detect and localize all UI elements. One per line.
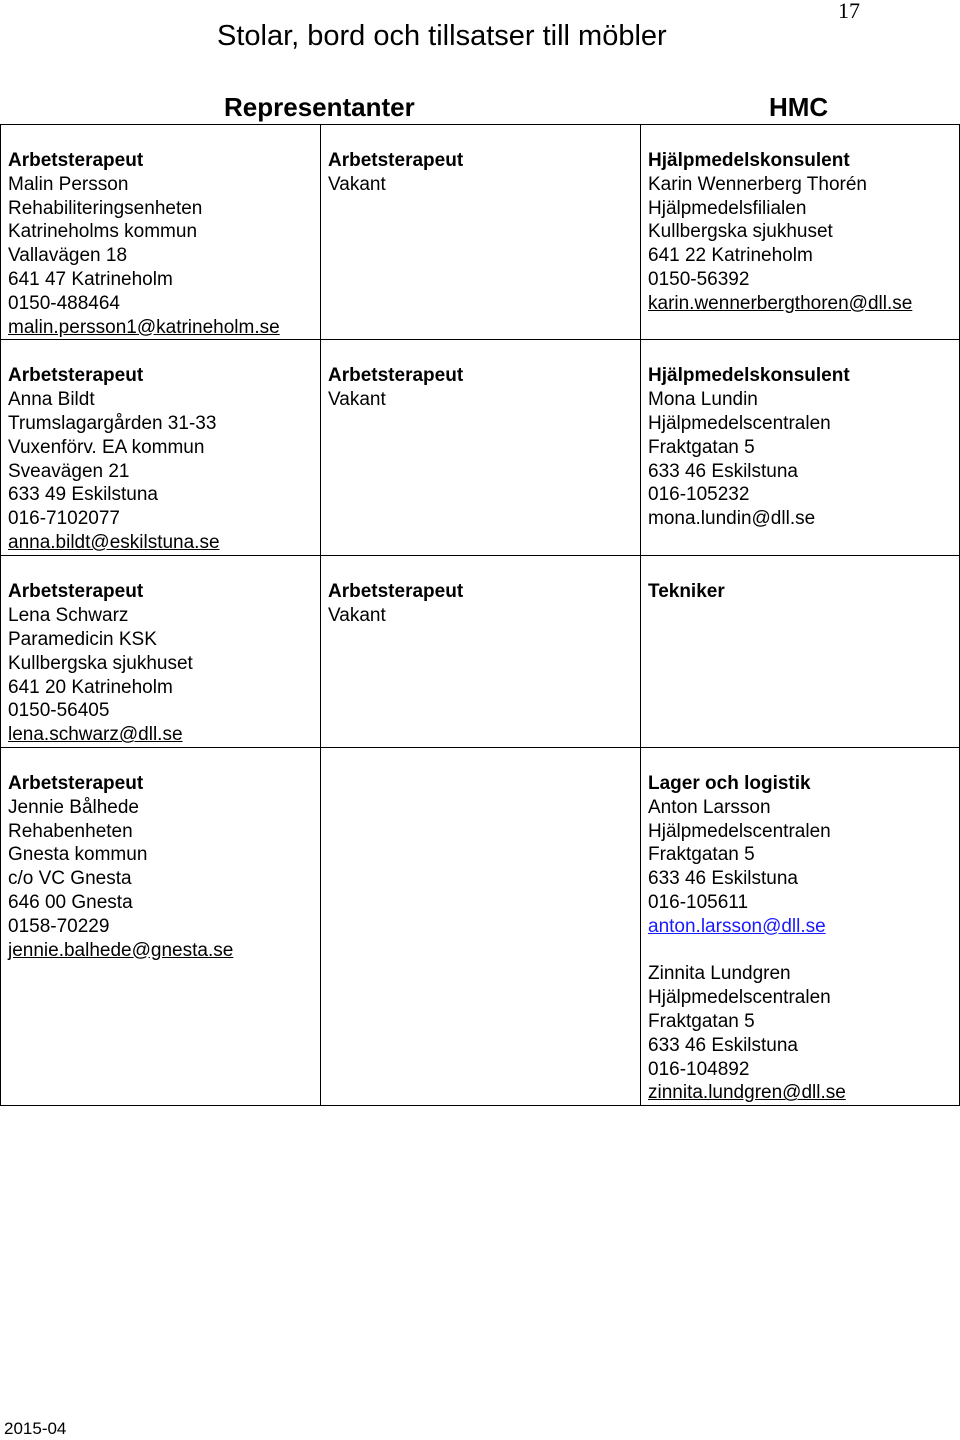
contact-line: Mona Lundin <box>648 389 758 411</box>
contact-line: 016-7102077 <box>8 508 120 530</box>
contact-line: Vakant <box>328 389 386 411</box>
contact-row <box>1 125 960 340</box>
contact-line: Hjälpmedelscentralen <box>648 412 831 434</box>
contact-line: 0150-56405 <box>8 700 110 722</box>
contact-role: Hjälpmedelskonsulent <box>648 150 850 171</box>
contact-role: Arbetsterapeut <box>8 581 144 603</box>
contact-cell <box>321 125 641 340</box>
contact-line: 641 22 Katrineholm <box>648 245 813 267</box>
contact-entry <box>648 962 953 1105</box>
contact-line: 633 46 Eskilstuna <box>648 868 798 890</box>
contact-line: Vuxenförv. EA kommun <box>8 436 205 458</box>
contact-line: Vakant <box>328 173 386 195</box>
contact-cell <box>641 747 960 1105</box>
contact-role: Arbetsterapeut <box>328 150 464 171</box>
contact-email-link[interactable]: anna.bildt@eskilstuna.se <box>8 531 220 553</box>
contacts-table <box>0 124 960 1106</box>
contact-email-link[interactable]: karin.wennerbergthoren@dll.se <box>648 292 913 314</box>
contact-role: Arbetsterapeut <box>328 581 464 603</box>
contact-line: 016-105232 <box>648 484 750 506</box>
contact-line: 016-105611 <box>648 891 749 913</box>
contact-line: 016-104892 <box>648 1058 750 1080</box>
contact-line: Paramedicin KSK <box>8 628 157 650</box>
contact-line: Hjälpmedelscentralen <box>648 987 831 1009</box>
contact-entry <box>8 772 314 962</box>
contact-line: Hjälpmedelscentralen <box>648 820 831 842</box>
contact-line: Sveavägen 21 <box>8 460 130 482</box>
contact-line: Vallavägen 18 <box>8 245 128 267</box>
contact-cell <box>321 340 641 556</box>
contact-line: Hjälpmedelsfilialen <box>648 197 807 219</box>
contact-cell <box>321 556 641 748</box>
contact-cell <box>321 747 641 1105</box>
contact-role: Tekniker <box>648 581 725 603</box>
contact-cell <box>1 340 321 556</box>
contact-role: Arbetsterapeut <box>8 365 144 387</box>
contact-role: Arbetsterapeut <box>8 772 144 794</box>
contact-line: Lena Schwarz <box>8 605 129 627</box>
contact-line: Fraktgatan 5 <box>648 844 755 866</box>
contact-line: Kullbergska sjukhuset <box>648 221 833 243</box>
contact-line: 646 00 Gnesta <box>8 891 133 913</box>
contact-entry <box>648 364 953 531</box>
contact-role: Hjälpmedelskonsulent <box>648 365 850 387</box>
contact-line: Jennie Bålhede <box>8 796 139 818</box>
contact-line: Zinnita Lundgren <box>648 963 791 985</box>
contact-cell <box>641 340 960 556</box>
contact-line: Gnesta kommun <box>8 844 148 866</box>
contact-email-link[interactable]: lena.schwarz@dll.se <box>8 724 183 746</box>
contact-line: 641 20 Katrineholm <box>8 676 173 698</box>
contact-line: 633 46 Eskilstuna <box>648 1034 798 1056</box>
contact-entry <box>328 149 634 197</box>
contact-cell <box>641 125 960 340</box>
contact-line: Anna Bildt <box>8 389 95 411</box>
contact-line: Rehabiliteringsenheten <box>8 197 203 219</box>
contact-row <box>1 340 960 556</box>
contact-line: Fraktgatan 5 <box>648 436 755 458</box>
contact-entry <box>648 772 953 939</box>
contact-line: 0150-488464 <box>8 292 120 314</box>
contact-entry <box>8 149 314 339</box>
contact-cell <box>641 556 960 748</box>
contact-role: Lager och logistik <box>648 772 811 794</box>
contact-entry <box>8 364 314 554</box>
contact-email-link[interactable]: jennie.balhede@gnesta.se <box>8 939 234 961</box>
contact-cell <box>1 556 321 748</box>
contact-cell <box>1 747 321 1105</box>
contact-cell <box>1 125 321 340</box>
contact-line: Vakant <box>328 605 386 627</box>
contact-line: Kullbergska sjukhuset <box>8 652 193 674</box>
representatives-header: Representanter <box>224 92 415 122</box>
contact-line: 633 49 Eskilstuna <box>8 484 158 506</box>
hmc-header: HMC <box>769 92 829 122</box>
contact-line: Anton Larsson <box>648 796 771 818</box>
contact-line: 641 47 Katrineholm <box>8 268 173 290</box>
contact-line: 0150-56392 <box>648 268 750 290</box>
contact-entry <box>648 580 953 604</box>
contact-row <box>1 556 960 748</box>
page-number: 17 <box>838 0 860 23</box>
contact-email-link[interactable]: anton.larsson@dll.se <box>648 915 826 937</box>
contact-line: Fraktgatan 5 <box>648 1010 755 1032</box>
contact-entry <box>8 580 314 747</box>
contact-entry <box>328 580 634 628</box>
contact-entry <box>648 149 953 316</box>
contact-line: Malin Persson <box>8 173 129 195</box>
contact-line: Rehabenheten <box>8 820 133 842</box>
contact-entry <box>328 364 634 412</box>
contact-email-link[interactable]: zinnita.lundgren@dll.se <box>648 1082 846 1104</box>
footer-date: 2015-04 <box>4 1419 67 1438</box>
contact-line: Karin Wennerberg Thorén <box>648 173 867 195</box>
contact-row <box>1 747 960 1105</box>
contact-email-link[interactable]: malin.persson1@katrineholm.se <box>8 316 280 338</box>
contact-line: c/o VC Gnesta <box>8 868 132 890</box>
contact-line: 0158-70229 <box>8 915 110 937</box>
contact-line: Katrineholms kommun <box>8 221 198 243</box>
document-title: Stolar, bord och tillsatser till möbler <box>217 20 667 52</box>
contact-role: Arbetsterapeut <box>8 150 144 171</box>
contact-line: 633 46 Eskilstuna <box>648 460 798 482</box>
contact-line: Trumslagargården 31-33 <box>8 412 217 434</box>
contact-line: mona.lundin@dll.se <box>648 508 816 530</box>
contact-role: Arbetsterapeut <box>328 365 464 387</box>
